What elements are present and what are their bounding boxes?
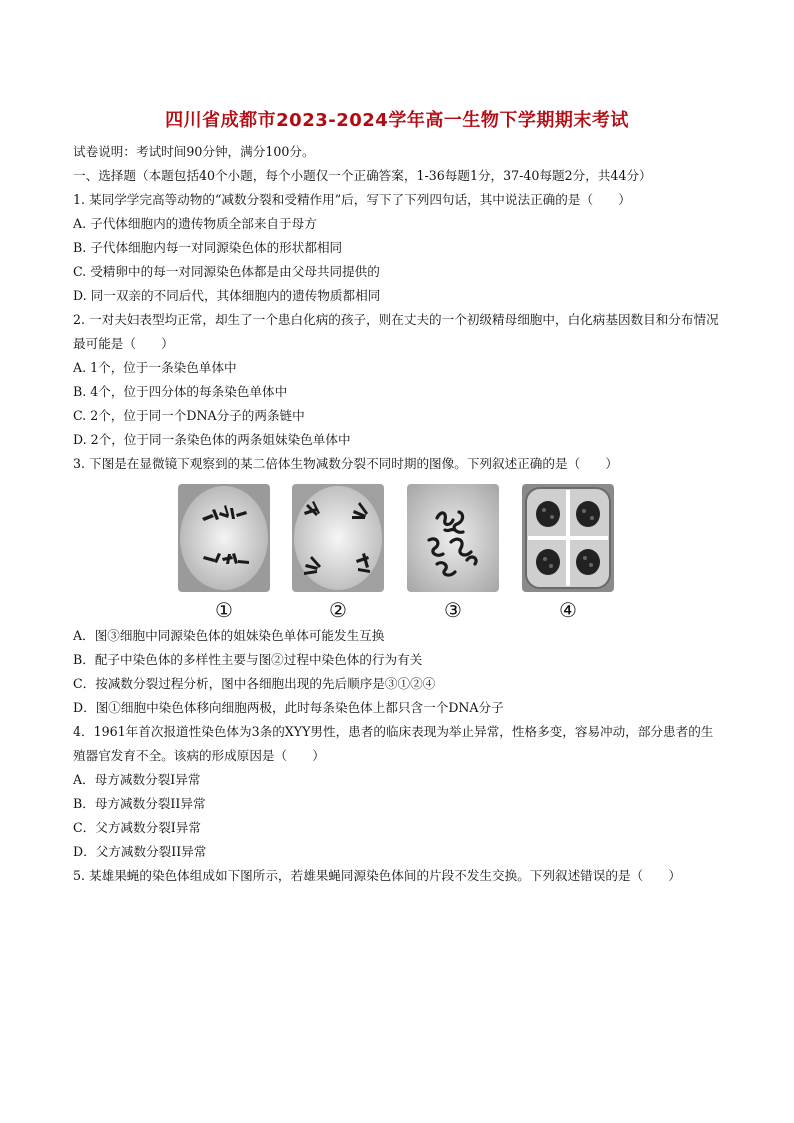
q2-stem: 2. 一对夫妇表型均正常，却生了一个患白化病的孩子，则在丈夫的一个初级精母细胞中，白化病基因数目和分布情况最可能是（ ） (73, 312, 719, 351)
q3-option-a: A．图③细胞中同源染色体的姐妹染色单体可能发生互换 (73, 628, 385, 643)
micrograph-3-image (407, 484, 499, 592)
micrograph-3 (407, 484, 499, 622)
q3-micrograph-figures (73, 478, 723, 624)
q1-option-b: B. 子代体细胞内每一对同源染色体的形状都相同 (73, 240, 343, 255)
q2-option-c: C. 2个，位于同一个DNA分子的两条链中 (73, 408, 305, 423)
q2-option-d: D. 2个，位于同一条染色体的两条姐妹染色单体中 (73, 432, 351, 447)
q4-stem: 4．1961年首次报道性染色体为3条的XYY男性，患者的临床表现为举止异常，性格多变，容易冲动，部分患者的生殖器官发育不全。该病的形成原因是（ ） (73, 724, 714, 763)
micrograph-1 (178, 484, 270, 622)
instructions: 试卷说明：考试时间90分钟，满分100分。 (73, 144, 315, 159)
micrograph-4-image (522, 484, 614, 592)
q4-option-a: A．母方减数分裂I异常 (73, 772, 201, 787)
q4-option-c: C．父方减数分裂I异常 (73, 820, 201, 835)
q4-option-d: D．父方减数分裂II异常 (73, 844, 207, 859)
q3-option-d: D．图①细胞中染色体移向细胞两极，此时每条染色体上都只含一个DNA分子 (73, 700, 504, 715)
figure-label-4: ④ (559, 598, 577, 622)
q1-stem: 1. 某同学学完高等动物的“减数分裂和受精作用”后，写下了下列四句话，其中说法正确的是（ ） (73, 192, 631, 207)
q3-option-c: C．按减数分裂过程分析，图中各细胞出现的先后顺序是③①②④ (73, 676, 436, 691)
q2-option-a: A. 1个，位于一条染色单体中 (73, 360, 237, 375)
q2-option-b: B. 4个，位于四分体的每条染色单体中 (73, 384, 288, 399)
figure-label-1: ① (215, 598, 233, 622)
exam-title: 四川省成都市2023-2024学年高一生物下学期期末考试 (165, 110, 629, 131)
figure-label-3: ③ (444, 598, 462, 622)
q4-option-b: B．母方减数分裂II异常 (73, 796, 206, 811)
exam-content (73, 140, 723, 888)
micrograph-2 (292, 484, 384, 622)
figure-label-2: ② (329, 598, 347, 622)
q5-stem: 5. 某雄果蝇的染色体组成如下图所示，若雄果蝇同源染色体间的片段不发生交换。下列叙述错误的是（ ） (73, 868, 681, 883)
q3-option-b: B．配子中染色体的多样性主要与图②过程中染色体的行为有关 (73, 652, 423, 667)
micrograph-4 (522, 484, 614, 622)
q3-stem: 3. 下图是在显微镜下观察到的某二倍体生物减数分裂不同时期的图像。下列叙述正确的是（ ） (73, 456, 618, 471)
q1-option-c: C. 受精卵中的每一对同源染色体都是由父母共同提供的 (73, 264, 380, 279)
micrograph-1-image (178, 484, 270, 592)
micrograph-2-image (292, 484, 384, 592)
q1-option-d: D. 同一双亲的不同后代，其体细胞内的遗传物质都相同 (73, 288, 381, 303)
q1-option-a: A. 子代体细胞内的遗传物质全部来自于母方 (73, 216, 317, 231)
section-heading: 一、选择题（本题包括40个小题，每个小题仅一个正确答案，1-36每题1分，37-40每题2分，共44分） (73, 168, 652, 183)
